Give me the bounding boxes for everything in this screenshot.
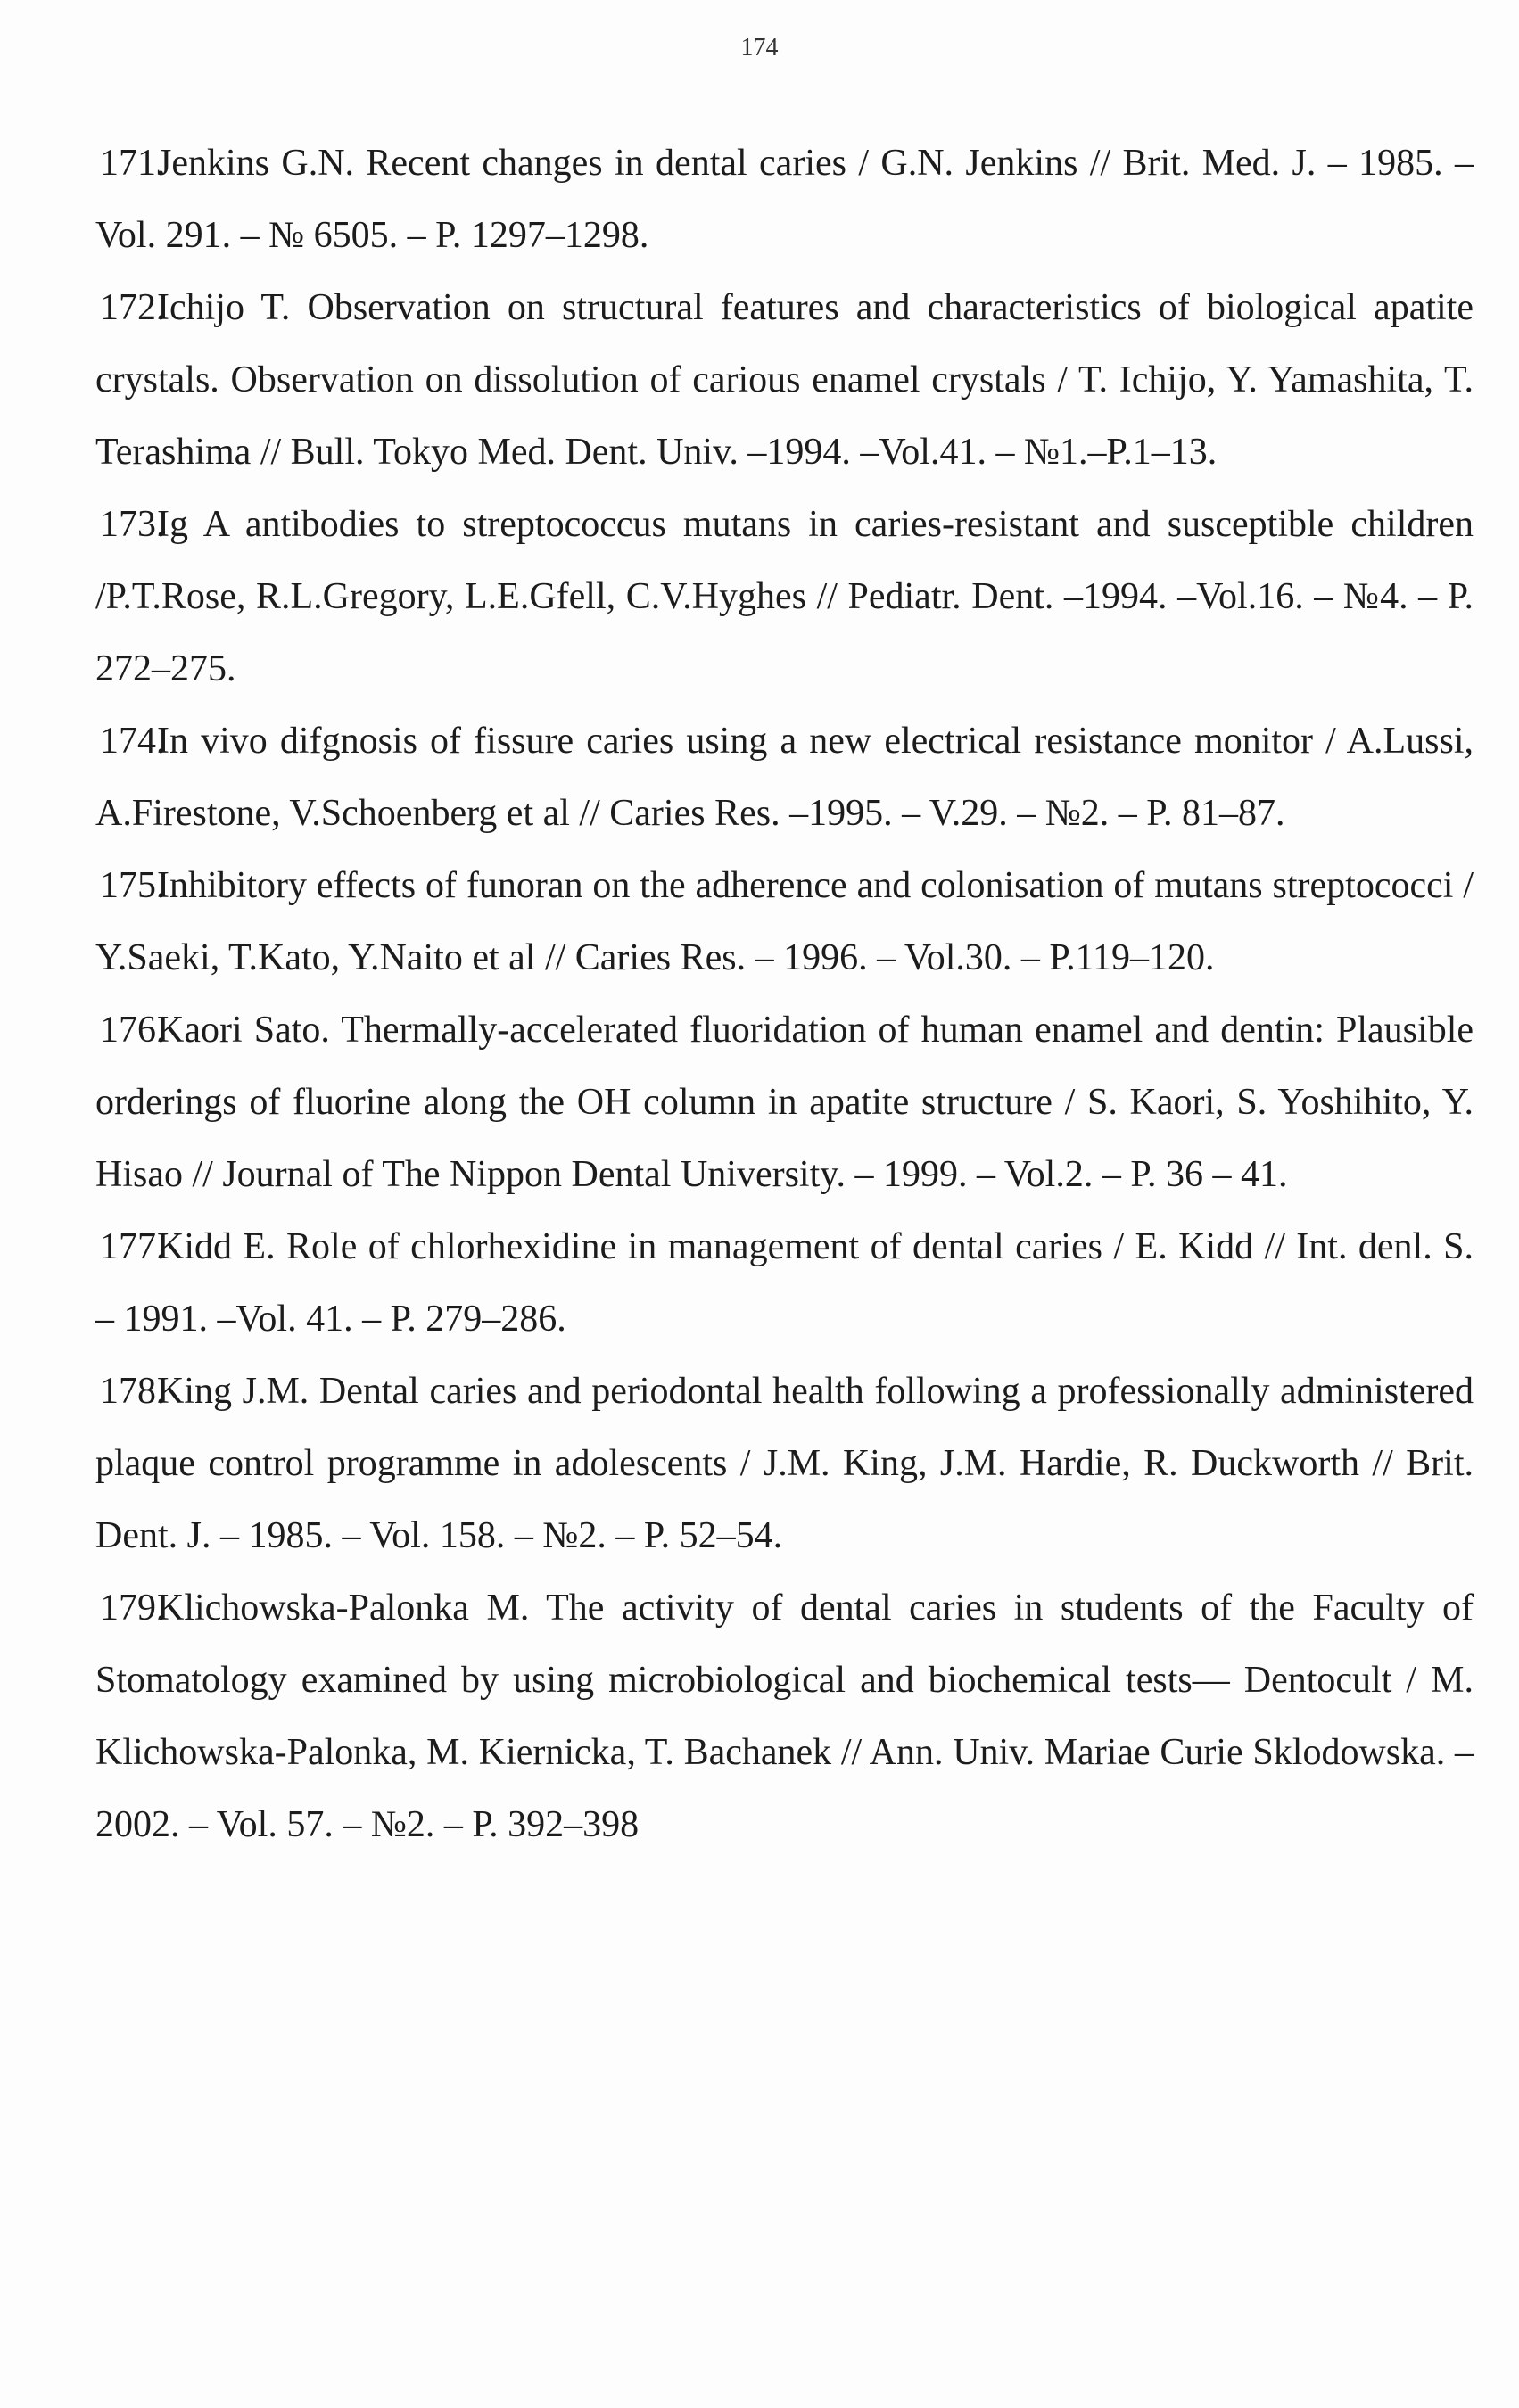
reference-text: In vivo difgnosis of fissure caries using a new electrical resistance monitor / A.Lussi, A.Firestone, V.Schoenberg et al // Caries Res. –1995. – V.29. – №2. – P. 81–87.	[95, 721, 1474, 834]
reference-item	[95, 705, 1474, 850]
reference-item	[95, 489, 1474, 705]
reference-number: 174.	[100, 721, 166, 762]
reference-number: 175.	[100, 865, 166, 906]
reference-item	[95, 850, 1474, 994]
reference-text: Jenkins G.N. Recent changes in dental caries / G.N. Jenkins // Brit. Med. J. – 1985. – Vol. 291. – № 6505. – P. 1297–1298.	[95, 143, 1474, 256]
reference-number: 173.	[100, 504, 166, 545]
reference-number: 176.	[100, 1010, 166, 1051]
reference-item	[95, 994, 1474, 1211]
reference-number: 179.	[100, 1587, 166, 1629]
reference-item	[95, 1356, 1474, 1572]
reference-text: Kaori Sato. Thermally-accelerated fluoridation of human enamel and dentin: Plausible orderings of fluorine along the OH column in apatite structure / S. Kaori, S. Yoshihito, Y. Hisao // Journal of The Nippon Dental University. – 1999. – Vol.2. – P. 36 – 41.	[95, 1010, 1474, 1195]
reference-number: 171.	[100, 143, 166, 184]
reference-text: Klichowska-Palonka M. The activity of dental caries in students of the Faculty of Stomatology examined by using microbiological and biochemical tests— Dentocult / M. Klichowska-Palonka, M. Kiernicka, T. Bachanek // Ann. Univ. Mariae Curie Sklodowska. –2002. – Vol. 57. – №2. – P. 392–398	[95, 1587, 1474, 1845]
page-number: 174	[740, 34, 779, 62]
reference-text: Ichijo T. Observation on structural features and characteristics of biological apatite crystals. Observation on dissolution of carious enamel crystals / T. Ichijo, Y. Yamashita, T. Terashima // Bull. Tokyo Med. Dent. Univ. –1994. –Vol.41. – №1.–P.1–13.	[95, 287, 1474, 473]
reference-text: Inhibitory effects of funoran on the adherence and colonisation of mutans streptococci / Y.Saeki, T.Kato, Y.Naito et al // Caries Res. – 1996. – Vol.30. – P.119–120.	[95, 865, 1474, 978]
reference-item	[95, 1572, 1474, 1861]
reference-number: 172.	[100, 287, 166, 328]
reference-number: 178.	[100, 1371, 166, 1412]
reference-number: 177.	[100, 1226, 166, 1267]
reference-item	[95, 128, 1474, 272]
reference-text: Ig A antibodies to streptococcus mutans in caries-resistant and susceptible children /P.T.Rose, R.L.Gregory, L.E.Gfell, C.V.Hyghes // Pediatr. Dent. –1994. –Vol.16. – №4. – P. 272–275.	[95, 504, 1474, 689]
reference-item	[95, 272, 1474, 489]
reference-item	[95, 1211, 1474, 1356]
reference-list	[95, 128, 1474, 1861]
reference-text: King J.M. Dental caries and periodontal health following a professionally administered plaque control programme in adolescents / J.M. King, J.M. Hardie, R. Duckworth // Brit. Dent. J. – 1985. – Vol. 158. – №2. – P. 52–54.	[95, 1371, 1474, 1556]
reference-text: Kidd E. Role of chlorhexidine in management of dental caries / E. Kidd // Int. denl. S. – 1991. –Vol. 41. – P. 279–286.	[95, 1226, 1474, 1340]
